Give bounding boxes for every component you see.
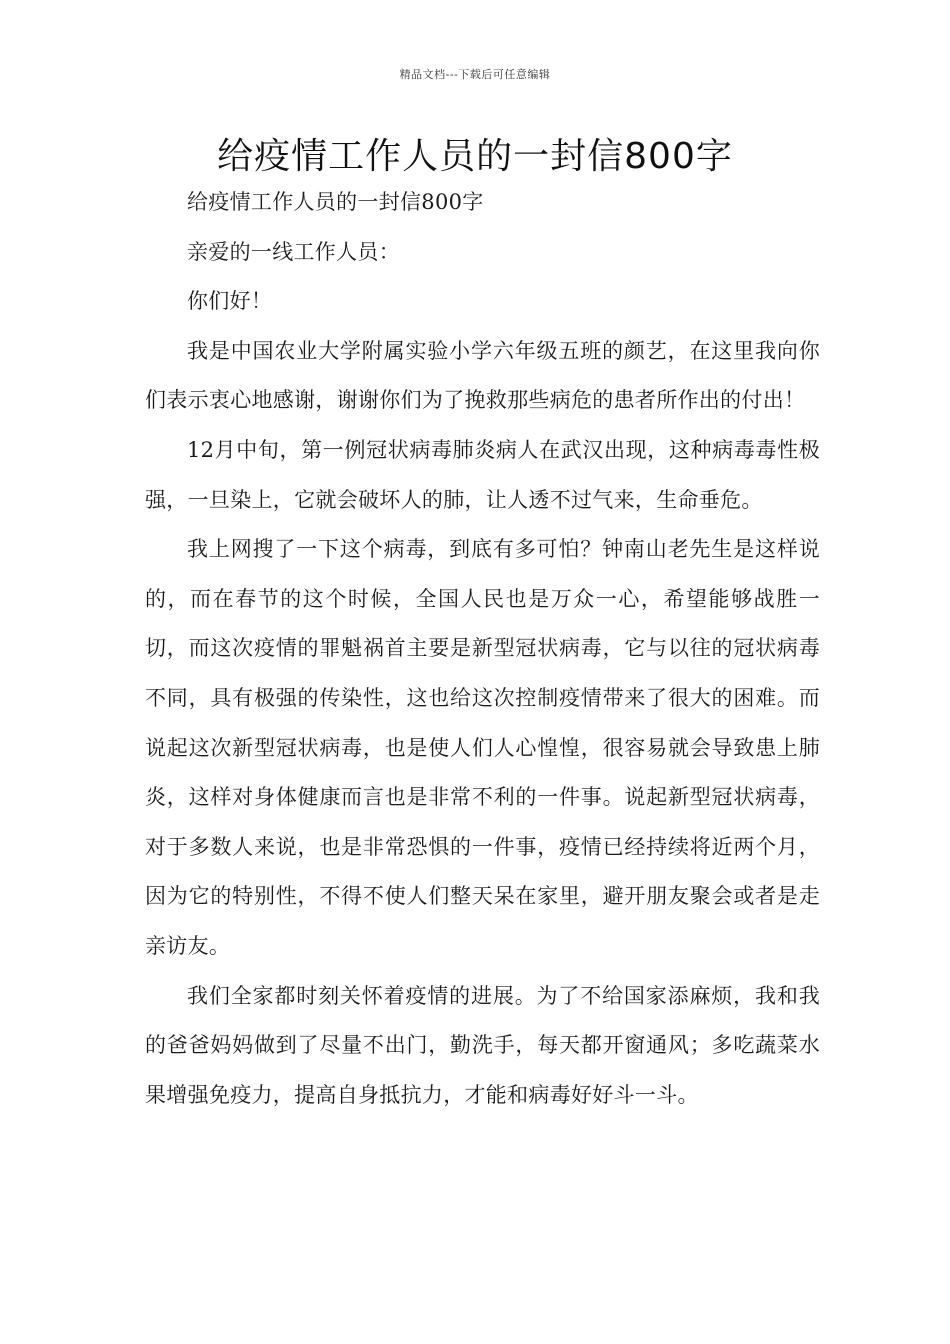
paragraph-subtitle: 给疫情工作人员的一封信800字 (187, 190, 484, 214)
document-title: 给疫情工作人员的一封信800字 (217, 136, 733, 177)
paragraph-greeting: 你们好！ (187, 289, 273, 314)
paragraph-salutation: 亲爱的一线工作人员： (187, 239, 400, 264)
paragraph-family-actions: 我们全家都时刻关怀着疫情的进展。为了不给国家添麻烦，我和我的爸爸妈妈做到了尽量不出门，勤洗手，每天都开窗通风；多吃蔬菜水果增强免疫力，提高自身抵抗力，才能和病毒好好斗一斗。 (145, 983, 820, 1107)
paragraph-introduction: 我是中国农业大学附属实验小学六年级五班的颜艺，在这里我向你们表示衷心地感谢，谢谢你们为了挽救那些病危的患者所作出的付出！ (145, 338, 820, 413)
paragraph-virus-research: 我上网搜了一下这个病毒，到底有多可怕？钟南山老先生是这样说的，而在春节的这个时候，全国人民也是万众一心，希望能够战胜一切，而这次疫情的罪魁祸首主要是新型冠状病毒，它与以往的冠状病毒不同，具有极强的传染性，这也给这次控制疫情带来了很大的困难。而说起这次新型冠状病毒，也是使人们人心惶惶，很容易就会导致患上肺炎，这样对身体健康而言也是非常不利的一件事。说起新型冠状病毒，对于多数人来说，也是非常恐惧的一件事，疫情已经持续将近两个月，因为它的特别性，不得不使人们整天呆在家里，避开朋友聚会或者是走亲访友。 (145, 537, 820, 958)
document-body (145, 178, 820, 1120)
header-note: 精品文档---下载后可任意编辑 (399, 68, 551, 81)
paragraph-outbreak: 12月中旬，第一例冠状病毒肺炎病人在武汉出现，这种病毒毒性极强，一旦染上，它就会破坏人的肺，让人透不过气来，生命垂危。 (145, 437, 820, 512)
